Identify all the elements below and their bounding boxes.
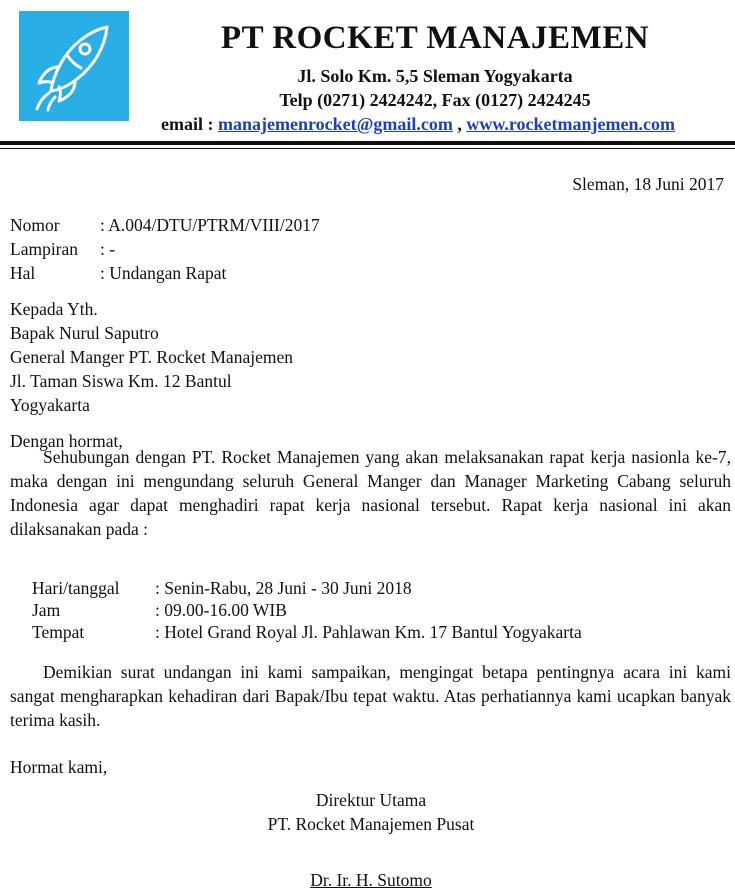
- body-paragraph-2: Demikian surat undangan ini kami sampaikan, mengingat betapa pentingnya acara ini kami sangat mengharapkan kehadiran dari Bapak/Ibu tepat waktu. Atas perhatiannya kami ucapkan banyak terima kasih.: [10, 662, 731, 730]
- schedule-value-date: : Senin-Rabu, 28 Juni - 30 Juni 2018: [155, 578, 412, 598]
- meta-label-lampiran: Lampiran: [10, 239, 79, 259]
- signatory-name-text: Dr. Ir. H. Sutomo: [310, 870, 432, 890]
- rocket-icon: [19, 11, 129, 121]
- recipient-name: Bapak Nurul Saputro: [10, 323, 159, 343]
- closing: Hormat kami,: [10, 757, 108, 777]
- signatory-name: [0, 868, 735, 892]
- company-address: Jl. Solo Km. 5,5 Sleman Yogyakarta: [297, 66, 573, 86]
- body-paragraph-1: Sehubungan dengan PT. Rocket Manajemen yang akan melaksanakan rapat kerja nasionla ke-7, maka dengan ini mengundang seluruh General Manger dan Manager Marketing Cabang seluruh Indonesia agar dapat menghadiri rapat kerja nasional tersebut. Rapat kerja nasional ini akan dilaksanakan pada :: [10, 447, 731, 539]
- schedule-label-time: Jam: [32, 600, 61, 620]
- schedule-value-time: : 09.00-16.00 WIB: [155, 600, 287, 620]
- recipient-title: General Manger PT. Rocket Manajemen: [10, 347, 293, 367]
- signatory-position: Direktur Utama: [315, 790, 427, 810]
- website-link[interactable]: www.rocketmanjemen.com: [466, 114, 675, 134]
- company-logo: [19, 11, 129, 121]
- meta-value-nomor: : A.004/DTU/PTRM/VIII/2017: [100, 215, 320, 235]
- letter-date: Sleman, 18 Juni 2017: [572, 174, 724, 194]
- company-contact: [161, 114, 675, 135]
- recipient-line: Kepada Yth.: [10, 299, 98, 319]
- schedule-label-place: Tempat: [32, 622, 85, 642]
- email-link[interactable]: manajemenrocket@gmail.com: [217, 114, 453, 134]
- email-label: email :: [161, 114, 218, 134]
- meta-label-nomor: Nomor: [10, 215, 60, 235]
- contact-separator: ,: [452, 114, 467, 134]
- meta-label-hal: Hal: [10, 263, 36, 283]
- meta-value-lampiran: : -: [100, 239, 116, 259]
- company-name: PT ROCKET MANAJEMEN: [220, 20, 650, 56]
- letterhead-divider-thin: [0, 148, 735, 149]
- schedule-value-place: : Hotel Grand Royal Jl. Pahlawan Km. 17 Bantul Yogyakarta: [155, 622, 582, 642]
- recipient-address: Jl. Taman Siswa Km. 12 Bantul: [10, 371, 232, 391]
- recipient-city: Yogyakarta: [10, 395, 90, 415]
- schedule-label-date: Hari/tanggal: [32, 578, 120, 598]
- meta-value-hal: : Undangan Rapat: [100, 263, 227, 283]
- greeting: Dengan hormat,: [10, 431, 123, 451]
- letterhead-divider-thick: [0, 141, 735, 145]
- signatory-organization: PT. Rocket Manajemen Pusat: [267, 814, 475, 834]
- company-phone: Telp (0271) 2424242, Fax (0127) 2424245: [279, 90, 591, 110]
